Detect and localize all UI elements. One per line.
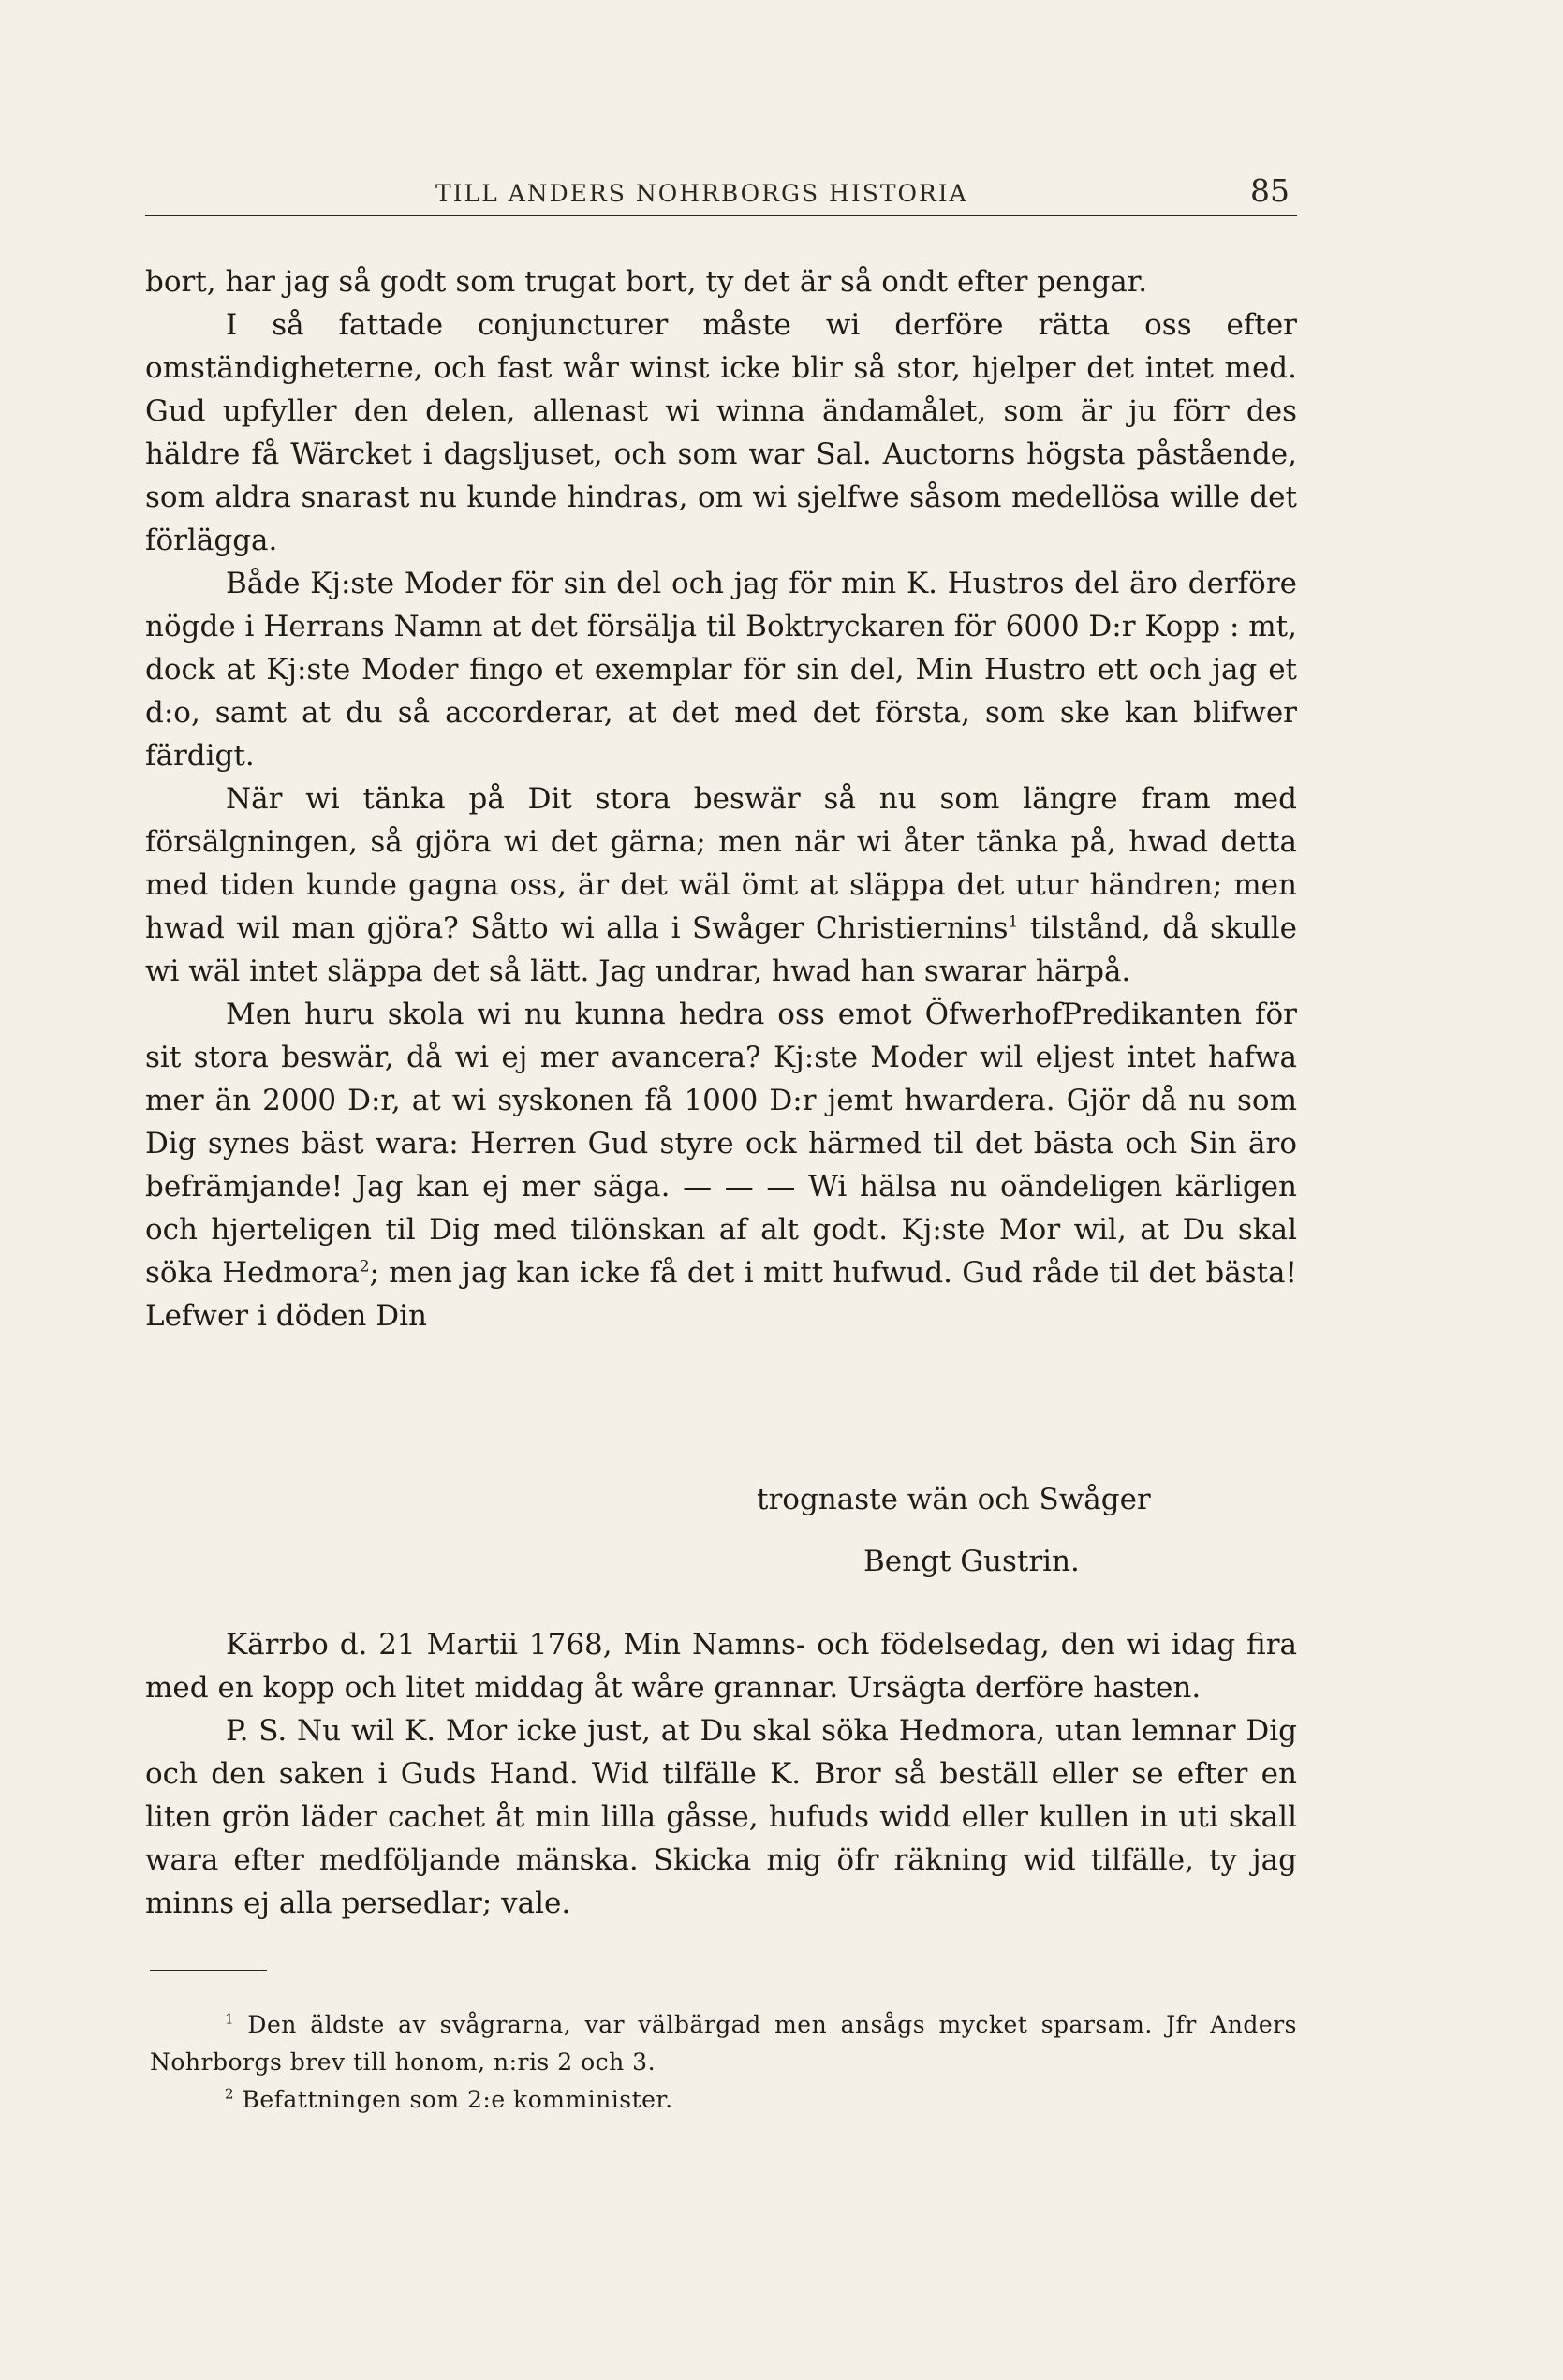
page-number: 85	[1250, 172, 1290, 209]
letter-body	[145, 260, 1297, 1338]
paragraph-5-text-b: ; men jag kan icke få det i mitt hufwud. Gud råde til det bästa! Lefwer i döden Din	[145, 1256, 1297, 1333]
footnote-1	[150, 2006, 1297, 2081]
ps-paragraph: P. S. Nu wil K. Mor icke just, at Du skal söka Hedmora, utan lemnar Dig och den saken i Guds Hand. Wid tilfälle K. Bror så beställ eller se efter en liten grön läder cachet åt min lilla gåsse, hufuds widd eller kullen in uti skall wara efter medföljande mänska. Skicka mig öfr räkning wid tilfälle, ty jag minns ej alla persedlar; vale.	[145, 1714, 1297, 1920]
signature: Bengt Gustrin.	[863, 1545, 1080, 1578]
paragraph-2: I så fattade conjuncturer måste wi derföre rätta oss efter omständigheterne, och fast wår winst icke blir så stor, hjelper det intet med. Gud upfyller den delen, allenast wi winna ändamålet, som är ju förr des häldre få Wärcket i dagsljuset, och som war Sal. Auctorns högsta påstående, som aldra snarast nu kunde hindras, om wi sjelfwe såsom medellösa wille det förlägga.	[145, 308, 1297, 557]
footnote-2-text: Befattningen som 2:e komminister.	[234, 2086, 673, 2113]
footnote-1-text: Den äldste av svågrarna, var välbärgad men ansågs mycket sparsam. Jfr Anders Nohrborgs brev till honom, n:ris 2 och 3.	[150, 2011, 1297, 2076]
footnote-ref-2: 2	[359, 1257, 370, 1277]
paragraph-5-text-a: Men huru skola wi nu kunna hedra oss emot ÖfwerhofPredikanten för sit stora beswär, då wi ej mer avancera? Kj:ste Moder wil eljest intet hafwa mer än 2000 D:r, at wi syskonen få 1000 D:r jemt hwardera. Gjör då nu som Dig synes bäst wara: Herren Gud styre ock härmed til det bästa och Sin äro befrämjande! Jag kan ej mer säga. — — — Wi hälsa nu oändeligen kärligen och hjerteligen til Dig med tilönskan af alt godt. Kj:ste Mor wil, at Du skal söka Hedmora	[145, 998, 1297, 1290]
paragraph-3: Både Kj:ste Moder för sin del och jag för min K. Hustros del äro derföre nögde i Herrans Namn at det försälja til Boktryckaren för 6000 D:r Kopp : mt, dock at Kj:ste Moder fingo et exemplar för sin del, Min Hustro ett och jag et d:o, samt at du så accorderar, at det med det första, som ske kan blifwer färdigt.	[145, 567, 1297, 773]
paragraph-4	[145, 777, 1297, 993]
page-header	[145, 169, 1297, 216]
footnote-divider	[150, 1970, 267, 1971]
date-line: Kärrbo d. 21 Martii 1768, Min Namns- och födelsedag, den wi idag fira med en kopp och litet middag åt wåre grannar. Ursägta derföre hasten.	[145, 1628, 1297, 1705]
paragraph-1: bort, har jag så godt som trugat bort, ty det är så ondt efter pengar.	[145, 265, 1148, 299]
footnote-mark-2: 2	[225, 2085, 235, 2103]
footnote-2	[150, 2081, 1297, 2119]
postscript	[145, 1623, 1297, 1925]
running-title: TILL ANDERS NOHRBORGS HISTORIA	[435, 180, 968, 207]
closing-salutation: trognaste wän och Swåger	[757, 1483, 1151, 1516]
footnotes	[150, 2006, 1297, 2119]
paragraph-4-text-a: När wi tänka på Dit stora beswär så nu som längre fram med försälgningen, så gjöra wi det gärna; men när wi åter tänka på, hwad detta med tiden kunde gagna oss, är det wäl ömt at släppa det utur händren; men hwad wil man gjöra? Såtto wi alla i Swåger Christiernins	[145, 782, 1297, 945]
paragraph-4-text-b: tilstånd, då skulle wi wäl intet släppa det så lätt. Jag undrar, hwad han swarar härpå.	[145, 911, 1298, 988]
footnote-mark-1: 1	[225, 2010, 235, 2028]
letter-closing	[757, 1478, 1151, 1583]
paragraph-5	[145, 993, 1297, 1338]
footnote-ref-1: 1	[1008, 912, 1019, 932]
